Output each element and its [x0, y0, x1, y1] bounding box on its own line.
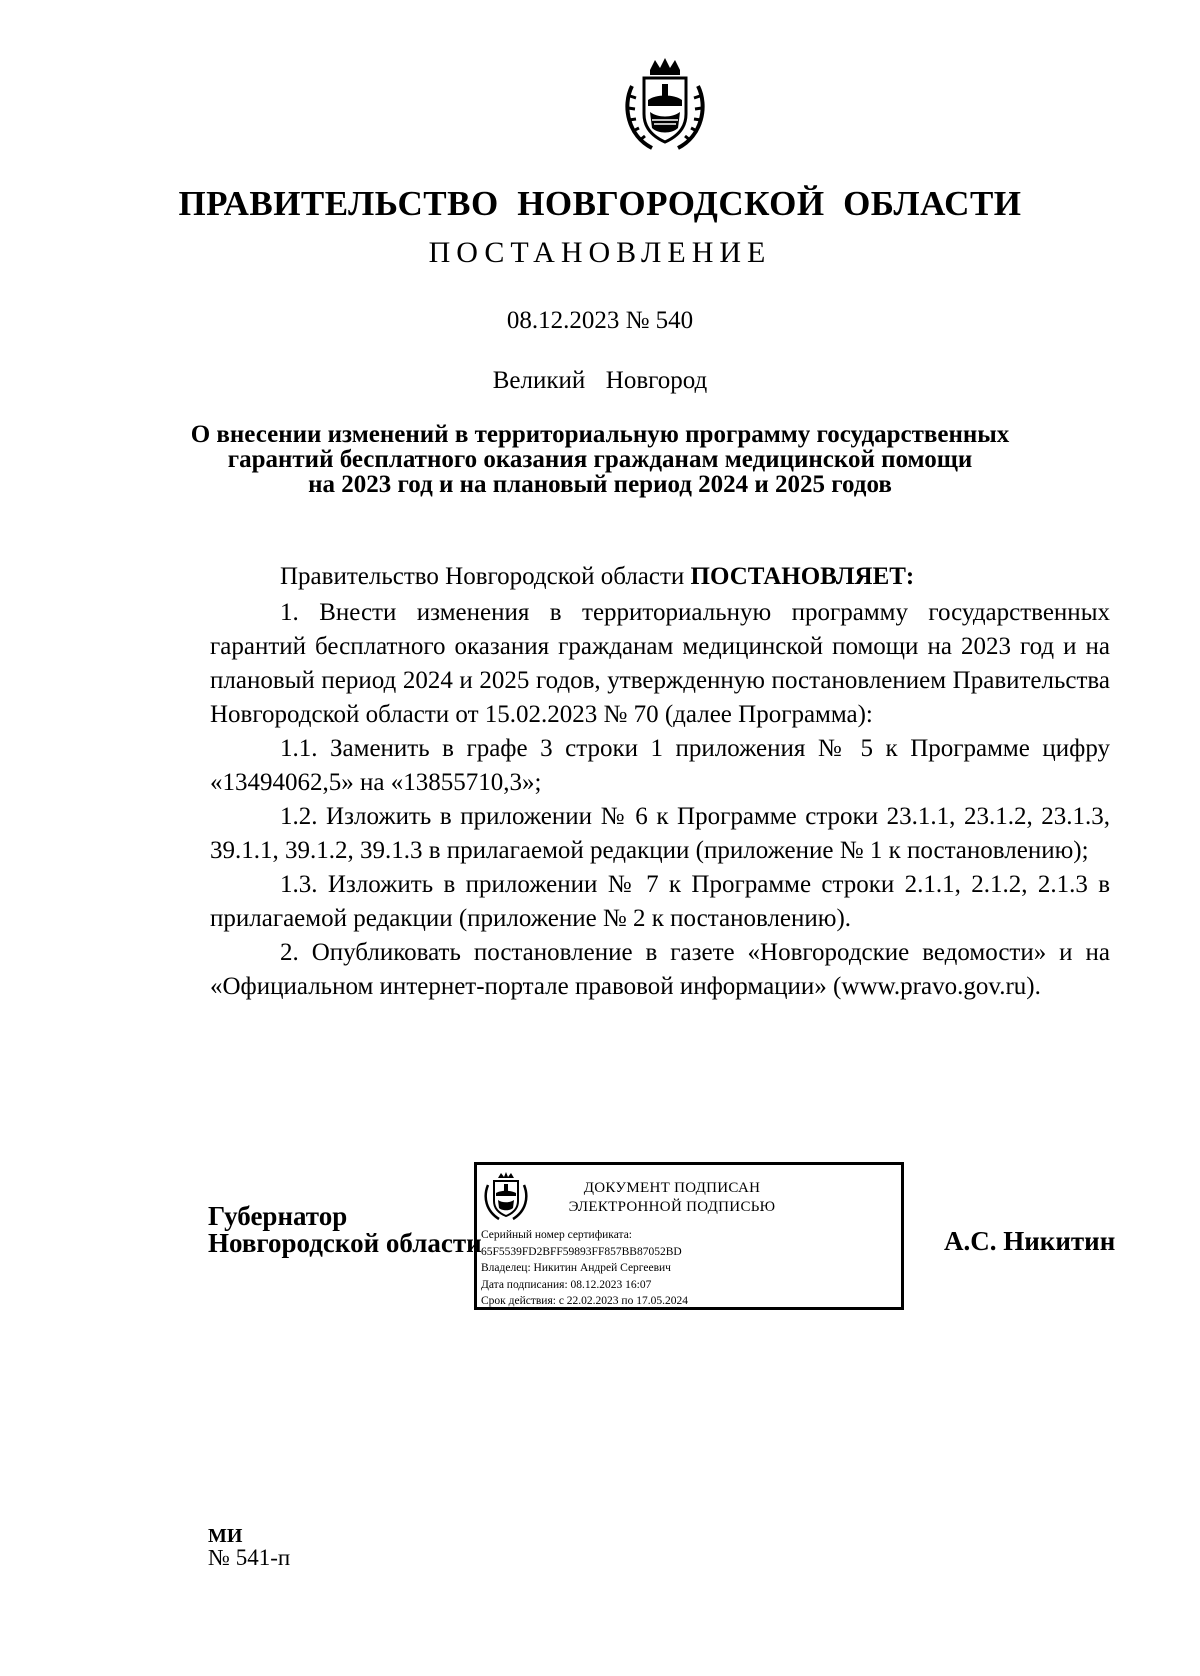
executor-initials: МИ	[208, 1525, 243, 1547]
cert-validity: Срок действия: с 22.02.2023 по 17.05.2024	[481, 1295, 688, 1307]
document-type: ПОСТАНОВЛЕНИЕ	[428, 236, 772, 269]
document-subject	[180, 422, 1020, 497]
cert-number: 65F5539FD2BFF59893FF857BB87052BD	[481, 1245, 682, 1258]
position-line: Новгородской области	[208, 1228, 482, 1258]
position-line: Губернатор	[208, 1201, 348, 1231]
stamp-heading-line: ЭЛЕКТРОННОЙ ПОДПИСЬЮ	[568, 1199, 776, 1215]
signatory-name: А.С. Никитин	[944, 1226, 1116, 1256]
subject-line: гарантий бесплатного оказания гражданам медицинской помощи	[227, 446, 973, 473]
resolution-intro	[210, 560, 1110, 594]
paragraph-1-1: 1.1. Заменить в графе 3 строки 1 приложения № 5 к Программе цифру «13494062,5» на «13855710,3»;	[210, 735, 1110, 796]
stamp-heading	[557, 1179, 787, 1217]
cert-label: Серийный номер сертификата:	[481, 1229, 632, 1241]
intro-text: Правительство Новгородской области	[280, 563, 691, 590]
document-footer	[208, 1525, 290, 1569]
intro-resolves: ПОСТАНОВЛЯЕТ:	[690, 563, 915, 590]
signatory-position	[208, 1203, 482, 1257]
electronic-signature-stamp	[474, 1162, 904, 1310]
cert-owner: Владелец: Никитин Андрей Сергеевич	[481, 1262, 671, 1274]
date-and-number: 08.12.2023 № 540	[506, 307, 694, 334]
subject-line: на 2023 год и на плановый период 2024 и 2025 годов	[308, 471, 892, 498]
document-body	[210, 560, 1110, 1004]
coat-of-arms-icon	[622, 56, 708, 156]
stamp-heading-line: ДОКУМЕНТ ПОДПИСАН	[583, 1180, 761, 1196]
paragraph-2: 2. Опубликовать постановление в газете «Новгородские ведомости» и на «Официальном интернет-портале правовой информации» (www.pravo.gov.ru).	[210, 939, 1110, 1000]
paragraph-1-3: 1.3. Изложить в приложении № 7 к Программе строки 2.1.1, 2.1.2, 2.1.3 в прилагаемой редакции (приложение № 2 к постановлению).	[210, 871, 1110, 932]
internal-number: № 541-п	[208, 1545, 291, 1570]
subject-line: О внесении изменений в территориальную программу государственных	[190, 421, 1010, 448]
coat-of-arms-icon	[483, 1171, 529, 1223]
city: Великий Новгород	[492, 367, 708, 394]
signing-date: Дата подписания: 08.12.2023 16:07	[481, 1278, 652, 1291]
stamp-details	[481, 1227, 688, 1310]
government-title: ПРАВИТЕЛЬСТВО НОВГОРОДСКОЙ ОБЛАСТИ	[178, 184, 1022, 223]
paragraph-1-2: 1.2. Изложить в приложении № 6 к Программе строки 23.1.1, 23.1.2, 23.1.3, 39.1.1, 39.1.2, 39.1.3 в прилагаемой редакции (приложение № 1 к постановлению);	[210, 803, 1110, 864]
paragraph-1: 1. Внести изменения в территориальную программу государственных гарантий бесплатного оказания гражданам медицинской помощи на 2023 год и на плановый период 2024 и 2025 годов, утвержденную постановлением Правительства Новгородской области от 15.02.2023 № 70 (далее Программа):	[210, 599, 1110, 728]
